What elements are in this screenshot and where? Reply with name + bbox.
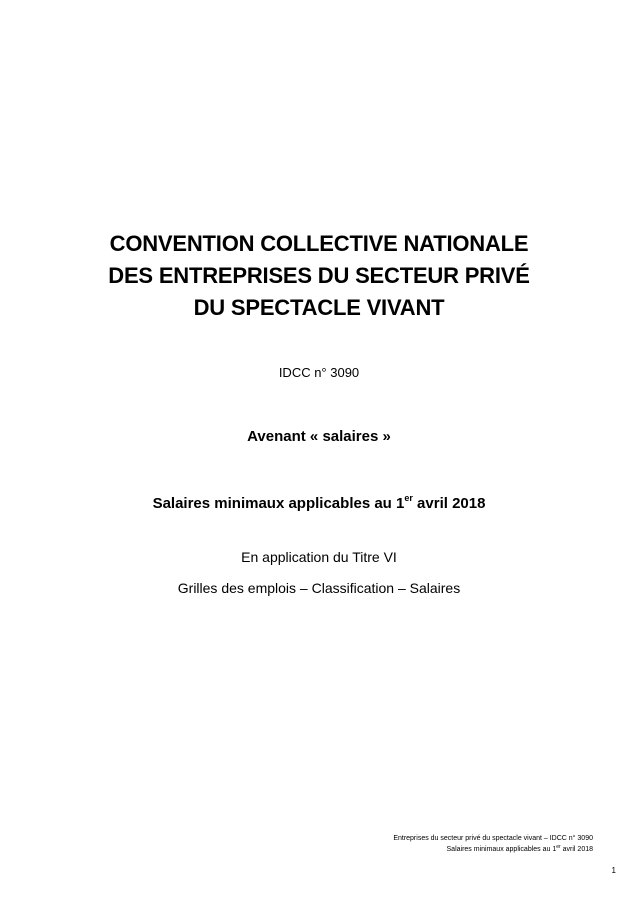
salaires-heading [0,495,638,512]
title-line-1: CONVENTION COLLECTIVE NATIONALE [109,231,529,256]
salaires-prefix: Salaires minimaux applicables au 1 [152,495,405,512]
footer-line-2 [393,844,593,855]
document-title [0,228,638,324]
salaires-suffix: avril 2018 [412,495,486,512]
idcc-number: IDCC n° 3090 [278,365,360,380]
page-number: 1 [611,866,616,875]
salaires-superscript: er [404,493,413,503]
grilles-line: Grilles des emplois – Classification – Salaires [177,580,461,596]
page-footer [393,833,593,855]
footer-line-2-prefix: Salaires minimaux applicables au 1 [446,846,557,853]
footer-line-2-suffix: avril 2018 [560,846,593,853]
footer-line-2-superscript: er [556,844,561,850]
title-line-2: DES ENTREPRISES DU SECTEUR PRIVÉ [108,263,530,288]
avenant-heading: Avenant « salaires » [247,428,391,445]
application-line: En application du Titre VI [241,549,397,565]
title-line-3: DU SPECTACLE VIVANT [193,295,445,320]
footer-line-1: Entreprises du secteur privé du spectacle vivant – IDCC n° 3090 [393,835,593,842]
